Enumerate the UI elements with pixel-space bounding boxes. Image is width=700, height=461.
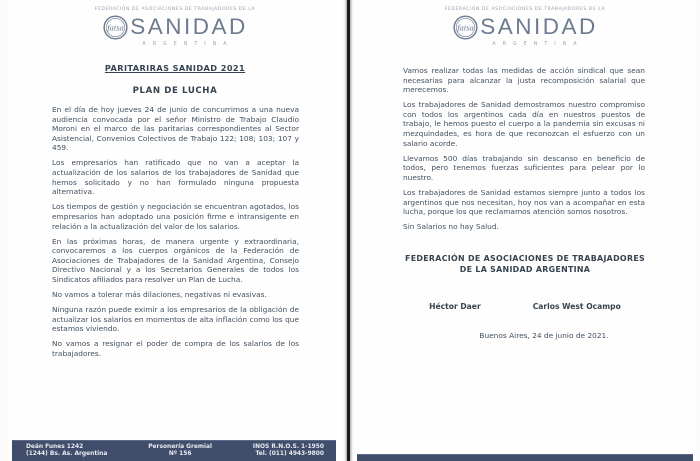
footer-inos-tel: INOS R.N.O.S. 1-1950 Tel. (011) 4943-9800 [252, 444, 324, 458]
org-signature-heading: FEDERACIÓN DE ASOCIACIONES DE TRABAJADORES DE LA SANIDAD ARGENTINA [405, 253, 645, 274]
paragraph: Los empresarios han ratificado que no van a aceptar la actualización de los salarios de los trabajadores de Sanidad que hemos solicitado y no han formulado ninguna propuesta alternativa. [52, 158, 299, 197]
paragraph: No vamos a resignar el poder de compra de los salarios de los trabajadores. [52, 339, 299, 359]
svg-text:fatsa: fatsa [107, 22, 125, 33]
letterhead-footer-bar [12, 440, 336, 461]
svg-text:fatsa: fatsa [457, 22, 475, 33]
paragraph: Los trabajadores de Sanidad estamos siempre junto a todos los argentinos que nos necesitan, hoy nos van a acompañar en esta lucha, porque los que reclamamos atención somos nosotros. [403, 188, 645, 217]
paragraph: Vamos realizar todas las medidas de acción sindical que sean necesarias para alcanzar la justa recomposición salarial que merecemos. [403, 66, 645, 95]
right-page [354, 0, 696, 461]
right-body-text [354, 66, 696, 232]
paragraph: Los tiempos de gestión y negociación se encuentran agotados, los empresarios han adoptado una posición firme e intransigente en relación a la actualización del valor de los salarios. [52, 202, 299, 231]
letterhead [8, 0, 342, 47]
org-small-line: FEDERACIÓN DE ASOCIACIONES DE TRABAJADORES DE LA [444, 7, 606, 12]
left-body-text [8, 105, 342, 359]
org-country: ARGENTINA [142, 42, 234, 47]
footer-address: Deán Funes 1242 (1244) Bs. As. Argentina [26, 444, 108, 458]
paragraph: En las próximas horas, de manera urgente y extraordinaria, convocaremos a los cuerpos orgánicos de la Federación de Asociaciones de Trabajadores de la Sanidad Argentina, Consejo Directivo Nacional y a los Secretarios Generales de todos los Sindicatos afiliados para resolver un Plan de Lucha. [52, 236, 299, 284]
paragraph: Los trabajadores de Sanidad demostramos nuestro compromiso con todos los argentinos cada día en nuestros puestos de trabajo, le hemos puesto el cuerpo a la pandemia sin excusas ni mezquindades, es hora de que reconozcan el esfuerzo con un salario acorde. [403, 100, 645, 148]
document-title: PARITARIRAS SANIDAD 2021 [104, 63, 246, 73]
signature-row [354, 302, 696, 311]
signature-carlos-west-ocampo: Carlos West Ocampo [532, 301, 621, 311]
org-name: SANIDAD [480, 13, 598, 39]
signature-hector-daer: Héctor Daer [429, 301, 481, 311]
footer-personeria: Personería Gremial Nº 156 [148, 444, 213, 458]
org-country: ARGENTINA [492, 42, 584, 47]
letterhead [354, 0, 696, 47]
fatsa-logo-icon [102, 14, 129, 41]
org-small-line: FEDERACIÓN DE ASOCIACIONES DE TRABAJADORES DE LA [94, 7, 256, 12]
paragraph: Llevamos 500 días trabajando sin descanso en beneficio de todos, pero tenemos fuerzas suficientes para pelear por lo nuestro. [403, 153, 645, 182]
document-subtitle: PLAN DE LUCHA [132, 86, 218, 96]
paragraph: Sin Salarios no hay Salud. [403, 222, 499, 232]
paragraph: Ninguna razón puede eximir a los empresarios de la obligación de actualizar los salarios en momentos de alta inflación como los que estamos viviendo. [52, 305, 299, 334]
paragraph: No vamos a tolerar más dilaciones, negativas ni evasivas. [52, 290, 267, 300]
dateline: Buenos Aires, 24 de junio de 2021. [479, 330, 609, 340]
letterhead-footer-bar-cropped [357, 454, 693, 461]
paragraph: En el día de hoy jueves 24 de junio de concurrimos a una nueva audiencia convocada por el señor Ministro de Trabajo Claudio Moroni en el marco de las paritarias correspondientes al Sector Asistencial, Convenios Colectivos de Trabajo 122; 108; 103; 107 y 459. [52, 105, 299, 153]
left-page [8, 0, 342, 461]
fatsa-logo-icon [452, 14, 479, 41]
org-name: SANIDAD [130, 13, 248, 39]
page-divider [347, 0, 350, 461]
